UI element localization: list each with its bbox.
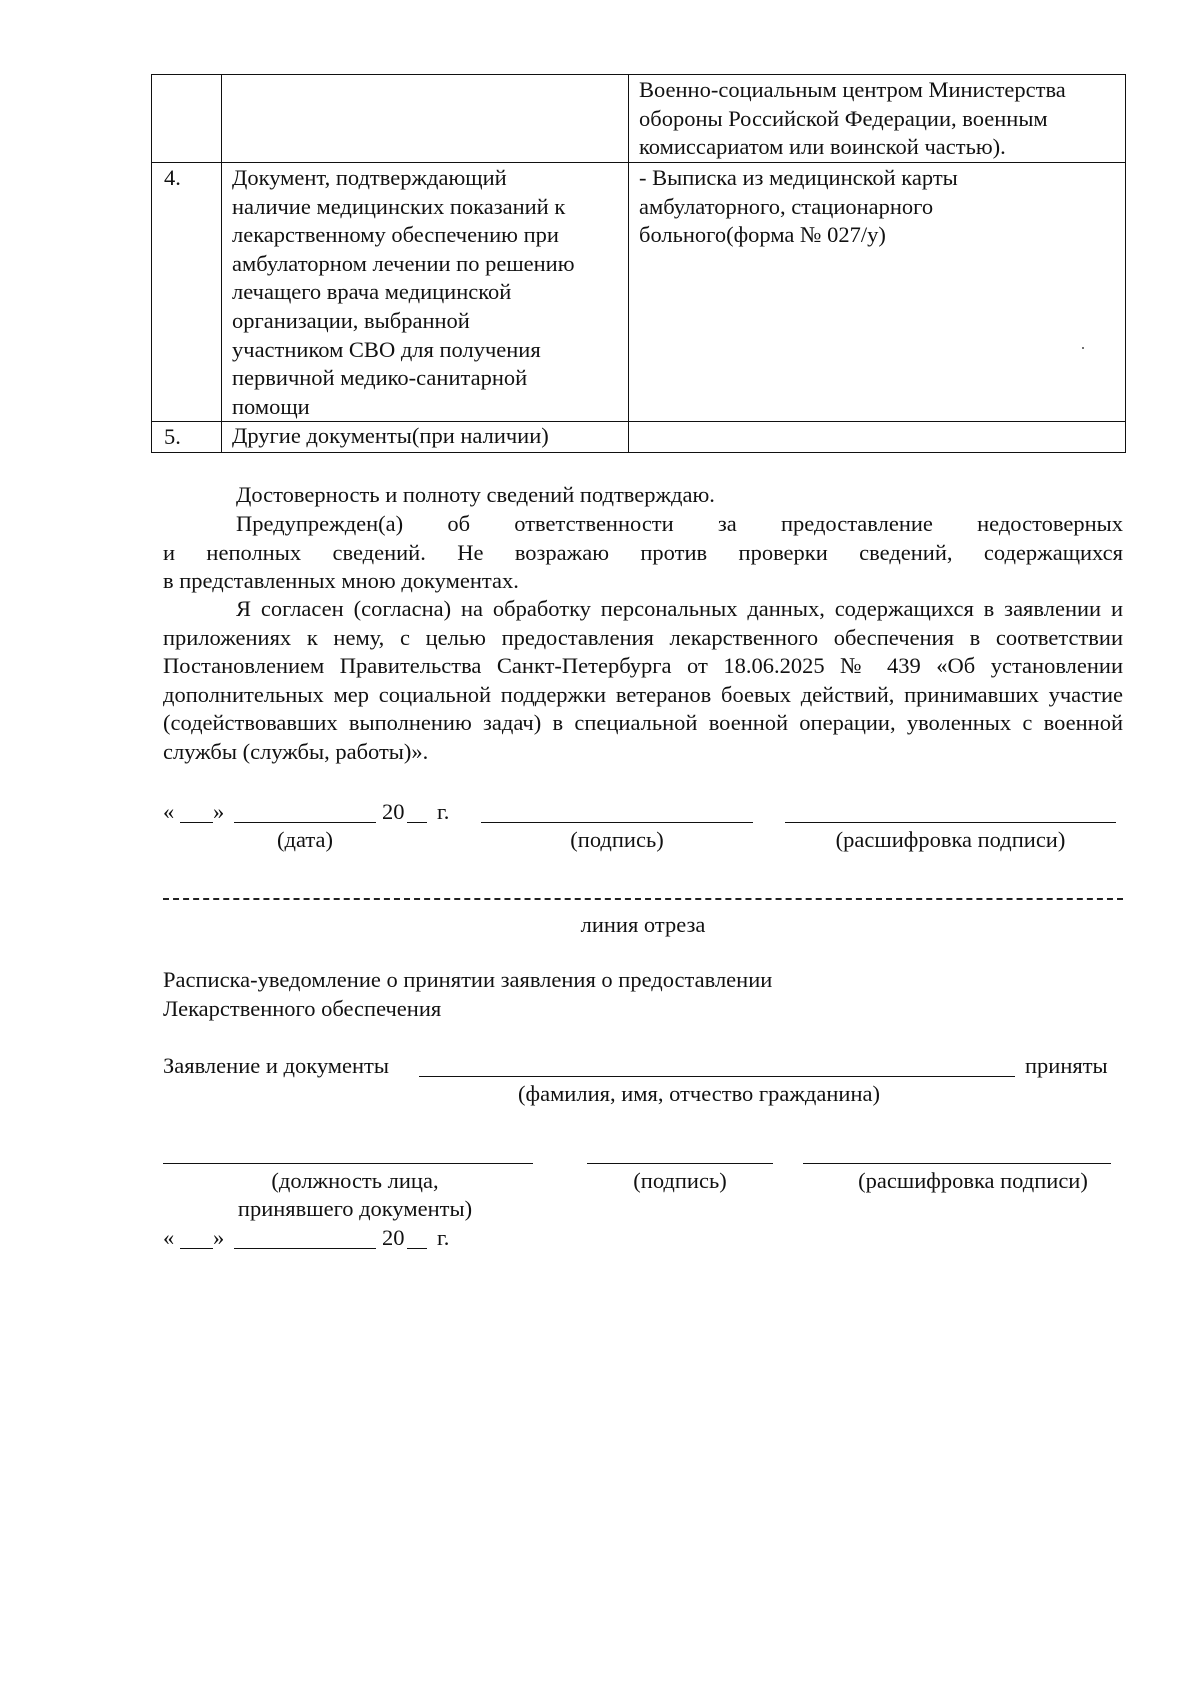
signature-caption: (подпись) — [570, 827, 664, 852]
receipt-date-close-quote: » — [213, 1225, 225, 1250]
row-document — [222, 75, 629, 163]
date-caption: (дата) — [277, 827, 333, 852]
cut-line — [163, 898, 1123, 900]
receipt-title — [163, 966, 1123, 1023]
receipt-decoding-caption: (расшифровка подписи) — [858, 1168, 1088, 1193]
receipt-signature-caption: (подпись) — [633, 1168, 727, 1193]
table-row — [152, 422, 1126, 453]
warned-statement — [163, 510, 1123, 596]
cut-line-label: линия отреза — [580, 912, 706, 937]
receipt-decoding-blank — [803, 1163, 1111, 1164]
year-blank — [407, 822, 427, 823]
accepted-prefix: Заявление и документы — [163, 1053, 389, 1078]
receipt-year-prefix: 20 — [382, 1225, 405, 1250]
receipt-day-blank — [180, 1248, 213, 1249]
row-source: Военно-социальным центром Министерства обороны Российской Федерации, военным комиссариатом или воинской частью). — [629, 75, 1126, 163]
fio-blank — [419, 1076, 1015, 1077]
receipt-year-blank — [407, 1248, 427, 1249]
year-suffix: г. — [437, 799, 450, 824]
month-blank — [234, 822, 376, 823]
decoding-blank — [785, 822, 1116, 823]
fio-caption: (фамилия, имя, отчество гражданина) — [518, 1081, 880, 1106]
receipt-title-line: Лекарственного обеспечения — [163, 995, 442, 1021]
receipt-signature-blank — [587, 1163, 773, 1164]
decoding-caption: (расшифровка подписи) — [835, 827, 1066, 852]
receipt-date-open-quote: « — [163, 1225, 175, 1250]
position-caption — [195, 1167, 515, 1223]
receipt-title-line: Расписка-уведомление о принятии заявления о предоставлении — [163, 967, 773, 992]
row-source: - Выписка из медицинской карты амбулаторного, стационарного больного(форма № 027/у) — [629, 163, 1126, 422]
date-close-quote: » — [213, 799, 225, 824]
day-blank — [180, 822, 213, 823]
warned-line: Предупрежден(а) об ответственности за предоставление недостоверных — [236, 511, 1123, 536]
consent-statement: Я согласен (согласна) на обработку персональных данных, содержащихся в заявлении и приложениях к нему, с целью предоставления лекарственного обеспечения в соответствии Постановлением Правительства Санкт-Петербурга от 18.06.2025 № 439 «Об установлении дополнительных мер социальной поддержки ветеранов боевых действий, принимавших участие (содействовавших выполнению задач) в специальной военной операции, уволенных с военной службы (службы, работы)». — [163, 596, 1123, 764]
date-open-quote: « — [163, 799, 175, 824]
year-prefix: 20 — [382, 799, 405, 824]
table-row — [152, 163, 1126, 422]
row-source — [629, 422, 1126, 453]
receipt-year-suffix: г. — [437, 1225, 450, 1250]
receipt-month-blank — [234, 1248, 376, 1249]
row-number — [152, 75, 222, 163]
row-document: Документ, подтверждающий наличие медицинских показаний к лекарственному обеспечению при амбулаторном лечении по решению лечащего врача медицинской организации, выбранной участником СВО для получения первичной медико-санитарной помощи — [222, 163, 629, 422]
row-document: Другие документы(при наличии) — [222, 422, 629, 453]
accepted-suffix: приняты — [1025, 1053, 1108, 1078]
warned-line: и неполных сведений. Не возражаю против проверки сведений, содержащихся — [163, 539, 1123, 565]
table-row — [152, 75, 1126, 163]
position-caption-line: принявшего документы) — [237, 1196, 473, 1221]
row-number: 4. — [152, 163, 222, 422]
documents-table — [151, 74, 1126, 453]
signature-blank — [481, 822, 753, 823]
scan-speck — [1082, 347, 1084, 349]
position-caption-line: (должность лица, — [271, 1168, 439, 1193]
position-blank — [163, 1163, 533, 1164]
confirm-statement: Достоверность и полноту сведений подтверждаю. — [236, 482, 715, 507]
warned-line: в представленных мною документах. — [163, 568, 519, 593]
row-number: 5. — [152, 422, 222, 453]
